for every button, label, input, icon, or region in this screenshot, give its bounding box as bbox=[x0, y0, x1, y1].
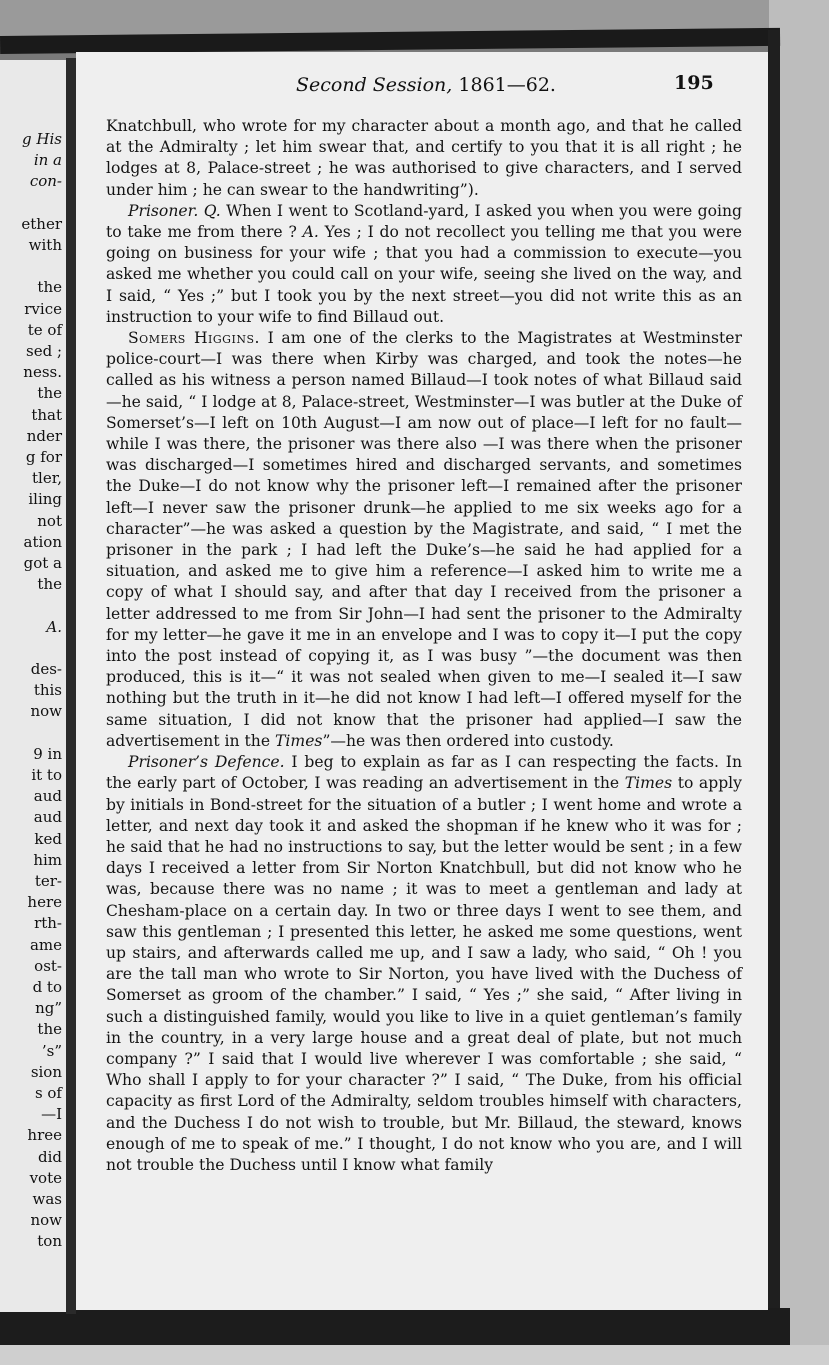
scan-bottom-background bbox=[0, 1345, 829, 1365]
facing-page-line: te of bbox=[27, 320, 62, 339]
facing-page-line: that bbox=[31, 405, 62, 424]
facing-page-line: it to bbox=[31, 766, 62, 784]
running-head-title: Second Session, bbox=[296, 74, 453, 96]
facing-page-line: g for bbox=[25, 448, 62, 466]
facing-page-fragment bbox=[0, 60, 66, 1312]
facing-page-line: did bbox=[37, 1147, 62, 1166]
facing-page-line: ness. bbox=[23, 363, 62, 382]
testimony-text: I am one of the clerks to the Magistrates at Westminster police-court—I was there when Kirby was charged, and took the notes—he called as his witness a person named Billaud—I took notes of what Billaud said—he said, “ I lodge at 8, Palace-street, Westminster—I was butler at the Duke of Somerset’s—I left on 10th August—I am now out of place—I left for no fault—while I was there, the prisoner was there also —I was there when the prisoner was discharged—I sometimes hired and discharged servants, and sometimes the Duke—I do not know why the prisoner left—I remained after the prisoner left—I never saw the prisoner drunk—he applied to me six weeks ago for a character”—he was asked a question by the Magistrate, and said, “ I met the prisoner in the park ; I had left the Duke’s—he said he had applied for a situation, and asked me to give him a reference—I asked him to write me a copy of what I should say, and after that day I received from the prisoner a letter addressed to me from Sir John—I had sent the prisoner to the Admiralty for my letter—he gave it me in an envelope and I was to copy it—I put the copy into the post instead of copying it, as I was busy ”—the document was then produced, this is it—“ it was not sealed when given to me—I sealed it—I saw nothing but the truth in it—he did not know I had left—I offered myself for the same situation, I did not know that the prisoner had applied—I saw the advertisement in the bbox=[106, 329, 742, 750]
facing-page-line: rth- bbox=[34, 914, 62, 933]
page-number: 195 bbox=[674, 72, 714, 94]
facing-page-line: with bbox=[28, 236, 62, 254]
facing-page-line: aud bbox=[33, 787, 62, 806]
facing-page-line: tler, bbox=[32, 469, 62, 488]
facing-page-line: the bbox=[37, 278, 62, 297]
facing-page-line: ton bbox=[37, 1232, 62, 1251]
question-text: When I went to Scotland-yard, I asked you when you were going to take me from there ? bbox=[106, 201, 742, 242]
question-label: Q. bbox=[203, 201, 221, 220]
defence-label: Prisoner’s Defence. bbox=[128, 753, 285, 772]
paragraph-4 bbox=[106, 752, 742, 1176]
book-right-edge bbox=[768, 30, 780, 1340]
facing-page-line: A. bbox=[46, 617, 62, 636]
facing-page-line: ame bbox=[29, 935, 62, 954]
facing-page-line: this bbox=[33, 681, 62, 700]
facing-page-line: 9 in bbox=[33, 744, 62, 763]
facing-page-line: ter- bbox=[34, 872, 62, 890]
facing-page-line: con- bbox=[29, 172, 62, 191]
running-head-year: 1861—62. bbox=[458, 74, 556, 96]
facing-page-line: rvice bbox=[24, 299, 62, 318]
facing-page-line: sion bbox=[30, 1062, 62, 1081]
body-text bbox=[106, 116, 742, 1176]
book-gutter bbox=[66, 58, 76, 1314]
facing-page-line: here bbox=[27, 893, 62, 912]
testimony-end: ”—he was then ordered into custody. bbox=[322, 731, 614, 750]
witness-name: Somers Higgins. bbox=[128, 329, 260, 348]
facing-page-line: ’s” bbox=[41, 1041, 62, 1060]
facing-page-line: got a bbox=[23, 554, 62, 572]
facing-page-line: ked bbox=[34, 829, 62, 848]
answer-text: Yes ; I do not recollect you telling me that you were going on business for your wife ; that you had a commission to execute—you asked me whether you could call on your wife, seeing she lived on the way, and I said, “ Yes ;” but I took you by the next street—you did not write this as an instruction to your wife to find Billaud out. bbox=[106, 223, 742, 326]
facing-page-line: ether bbox=[21, 214, 62, 233]
facing-page-line: g His bbox=[22, 130, 62, 148]
answer-label: A. bbox=[302, 223, 319, 242]
facing-page-line: the bbox=[37, 575, 62, 594]
running-head bbox=[296, 74, 556, 96]
facing-page-line: d to bbox=[32, 978, 62, 996]
facing-page-line: hree bbox=[27, 1126, 62, 1145]
facing-page-line: des- bbox=[30, 660, 62, 678]
facing-page-line: sed ; bbox=[26, 342, 62, 360]
book-bottom-edge bbox=[0, 1308, 790, 1348]
facing-page-line: the bbox=[37, 384, 62, 403]
defence-text-a: I beg to explain as far as I can respecting the facts. In the early part of October, I was reading an advertisement in the bbox=[106, 753, 742, 793]
facing-page-line: in a bbox=[33, 151, 62, 170]
facing-page-line: aud bbox=[33, 808, 62, 827]
paragraph-3 bbox=[106, 328, 742, 752]
newspaper-title: Times bbox=[275, 731, 323, 750]
facing-page-line: s of bbox=[34, 1084, 62, 1102]
facing-page-line: now bbox=[30, 702, 62, 721]
newspaper-title-2: Times bbox=[624, 774, 673, 793]
book-page bbox=[76, 52, 768, 1310]
facing-page-line: ation bbox=[23, 532, 62, 551]
paragraph-2 bbox=[106, 201, 742, 328]
facing-page-line: —I bbox=[41, 1105, 62, 1124]
speaker-label: Prisoner. bbox=[128, 201, 199, 220]
facing-page-line: was bbox=[32, 1190, 62, 1208]
defence-text-b: to apply by initials in Bond-street for the situation of a butler ; I went home and wrote a letter, and next day took it and asked the shopman if he knew who it was for ; he said that he had no instructions to say, but the letter would be sent ; in a few days I received a letter from Sir Norton Knatchbull, but did not know who he was, because there was no name ; it was to meet a gentleman and lady at Chesham-place on a certain day. In two or three days I went to see them, and saw this gentleman ; I presented this letter, he asked me some questions, went up stairs, and afterwards called me up, and I saw a lady, who said, “ Oh ! you are the tall man who wrote to Sir Norton, you have lived with the Duchess of Somerset as groom of the chamber.” I said, “ Yes ;” she said, “ After living in such a distinguished family, would you like to live in a quiet gentleman’s family in the country, in a very large house and a great deal of plate, but not much company ?” I said that I would live wherever I was comfortable ; she said, “ Who shall I apply to for your character ?” I said, “ The Duke, from his official capacity as first Lord of the Admiralty, seldom troubles himself with characters, and the Duchess I do not wish to trouble, but Mr. Billaud, the steward, knows enough of me to speak of me.” I thought, I do not know who you are, and I will not trouble the Duchess until I know what family bbox=[106, 774, 742, 1174]
facing-page-line: nder bbox=[26, 426, 62, 445]
facing-page-line: vote bbox=[29, 1168, 62, 1187]
paragraph-1 bbox=[106, 116, 742, 201]
facing-page-line: iling bbox=[28, 490, 62, 509]
page-header bbox=[76, 74, 768, 100]
facing-page-line: now bbox=[30, 1211, 62, 1230]
facing-page-line: not bbox=[37, 511, 62, 530]
facing-page-line: ng” bbox=[35, 999, 62, 1018]
facing-page-line: the bbox=[37, 1020, 62, 1039]
facing-page-line: ost- bbox=[34, 956, 62, 975]
facing-page-line: him bbox=[33, 850, 62, 869]
paragraph-1-text: Knatchbull, who wrote for my character about a month ago, and that he called at the Admiralty ; let him swear that, and certify to you that it is all right ; he lodges at 8, Palace-street ; he was authorised to give characters, and I served under him ; he can swear to the handwriting”). bbox=[106, 117, 742, 199]
